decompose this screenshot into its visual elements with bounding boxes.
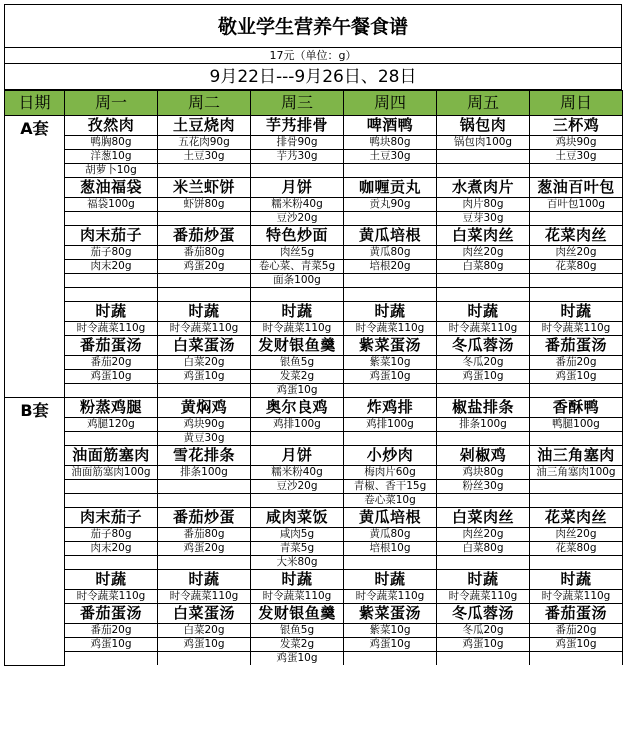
menu-cell <box>65 398 158 446</box>
menu-cell <box>530 336 623 398</box>
menu-cell <box>530 570 623 604</box>
dish-name: 椒盐排条 <box>451 398 514 416</box>
ingredient-line: 土豆30g <box>530 149 622 163</box>
dish-name: 时蔬 <box>560 570 592 588</box>
ingredient-line <box>344 273 436 287</box>
ingredient-line: 青菜5g <box>251 541 343 555</box>
dish-name: 黄瓜培根 <box>358 508 421 526</box>
ingredient-line: 黄豆30g <box>158 431 250 445</box>
ingredient-line <box>437 555 529 569</box>
ingredient-line: 肉丝20g <box>530 527 622 541</box>
ingredient-line: 鸡蛋10g <box>344 369 436 383</box>
ingredient-line: 时令蔬菜110g <box>251 589 343 603</box>
dish-name: 油三角塞肉 <box>537 446 615 464</box>
ingredient-line <box>251 431 343 445</box>
ingredient-line: 花菜80g <box>530 541 622 555</box>
ingredient-line <box>437 163 529 177</box>
ingredient-line: 大米80g <box>251 555 343 569</box>
menu-cell <box>530 398 623 446</box>
menu-cell <box>344 226 437 302</box>
dish-name: 黄焖鸡 <box>180 398 228 416</box>
dish-name: 月饼 <box>281 446 313 464</box>
ingredient-line: 卷心菜、青菜5g <box>251 259 343 273</box>
ingredient-line: 番茄20g <box>65 623 157 637</box>
set-label: A套 <box>5 116 65 398</box>
ingredient-line: 鸡块90g <box>158 417 250 431</box>
ingredient-line: 培根10g <box>344 541 436 555</box>
menu-cell <box>251 302 344 336</box>
dish-name: 紫菜蛋汤 <box>358 336 421 354</box>
ingredient-line: 鸡蛋10g <box>530 637 622 651</box>
menu-cell <box>65 116 158 178</box>
dish-name: 时蔬 <box>560 302 592 320</box>
dish-name: 时蔬 <box>374 302 406 320</box>
ingredient-line: 鸡蛋20g <box>158 541 250 555</box>
ingredient-line: 番茄20g <box>530 355 622 369</box>
dish-name: 番茄蛋汤 <box>79 336 142 354</box>
menu-cell <box>437 116 530 178</box>
ingredient-line <box>158 383 250 397</box>
menu-cell <box>158 116 251 178</box>
ingredient-line <box>437 651 529 665</box>
dish-name: 咸肉菜饭 <box>265 508 328 526</box>
ingredient-line <box>65 287 157 301</box>
ingredient-line: 洋葱10g <box>65 149 157 163</box>
menu-cell <box>437 178 530 226</box>
dish-name: 冬瓜蓉汤 <box>451 336 514 354</box>
menu-cell <box>530 604 623 666</box>
ingredient-line: 冬瓜20g <box>437 623 529 637</box>
ingredient-line <box>65 383 157 397</box>
menu-body <box>5 116 623 666</box>
menu-cell <box>251 116 344 178</box>
menu-cell <box>344 302 437 336</box>
menu-cell <box>65 604 158 666</box>
ingredient-line <box>158 555 250 569</box>
menu-cell <box>65 336 158 398</box>
ingredient-line: 鸡蛋10g <box>344 637 436 651</box>
menu-cell <box>158 446 251 508</box>
dish-name: 雪花排条 <box>172 446 235 464</box>
menu-sheet <box>4 4 622 666</box>
ingredient-line <box>251 287 343 301</box>
dish-name: 啤酒鸭 <box>366 116 414 134</box>
ingredient-line: 番茄20g <box>530 623 622 637</box>
menu-cell <box>251 226 344 302</box>
menu-row <box>5 226 623 302</box>
day-header: 周日 <box>530 91 623 116</box>
ingredient-line: 紫菜10g <box>344 623 436 637</box>
menu-row <box>5 446 623 508</box>
ingredient-line <box>158 493 250 507</box>
ingredient-line: 面条100g <box>251 273 343 287</box>
ingredient-line <box>251 163 343 177</box>
ingredient-line: 肉丝20g <box>437 245 529 259</box>
page-title: 敬业学生营养午餐食谱 <box>4 4 622 48</box>
unit-note: 17元（单位：g） <box>4 48 622 64</box>
ingredient-line: 白菜80g <box>437 541 529 555</box>
ingredient-line: 鸡蛋10g <box>65 369 157 383</box>
menu-row <box>5 178 623 226</box>
ingredient-line <box>530 479 622 493</box>
dish-name: 三杯鸡 <box>552 116 600 134</box>
menu-cell <box>251 604 344 666</box>
day-header: 周一 <box>65 91 158 116</box>
ingredient-line: 时令蔬菜110g <box>530 589 622 603</box>
ingredient-line <box>158 211 250 225</box>
ingredient-line: 白菜20g <box>158 623 250 637</box>
dish-name: 白菜蛋汤 <box>172 604 235 622</box>
menu-cell <box>158 302 251 336</box>
ingredient-line: 排骨90g <box>251 135 343 149</box>
ingredient-line <box>530 273 622 287</box>
menu-cell <box>437 570 530 604</box>
ingredient-line <box>344 431 436 445</box>
menu-cell <box>437 446 530 508</box>
ingredient-line: 青椒、香干15g <box>344 479 436 493</box>
ingredient-line: 时令蔬菜110g <box>437 321 529 335</box>
ingredient-line: 鸭腿100g <box>530 417 622 431</box>
dish-name: 特色炒面 <box>265 226 328 244</box>
ingredient-line <box>344 651 436 665</box>
dish-name: 锅包肉 <box>459 116 507 134</box>
menu-cell <box>251 336 344 398</box>
ingredient-line <box>158 273 250 287</box>
dish-name: 月饼 <box>281 178 313 196</box>
menu-row <box>5 508 623 570</box>
ingredient-line: 鸡蛋10g <box>251 651 343 665</box>
dish-name: 黄瓜培根 <box>358 226 421 244</box>
ingredient-line: 肉末20g <box>65 541 157 555</box>
ingredient-line: 培根20g <box>344 259 436 273</box>
dish-name: 水煮肉片 <box>451 178 514 196</box>
menu-cell <box>437 226 530 302</box>
dish-name: 时蔬 <box>374 570 406 588</box>
ingredient-line: 鸡蛋20g <box>158 259 250 273</box>
menu-row <box>5 302 623 336</box>
ingredient-line <box>65 273 157 287</box>
ingredient-line: 咸肉5g <box>251 527 343 541</box>
ingredient-line: 粉丝30g <box>437 479 529 493</box>
ingredient-line: 肉丝20g <box>437 527 529 541</box>
menu-cell <box>65 570 158 604</box>
ingredient-line: 油面筋塞肉100g <box>65 465 157 479</box>
ingredient-line: 贡丸90g <box>344 197 436 211</box>
ingredient-line <box>65 493 157 507</box>
menu-row <box>5 398 623 446</box>
ingredient-line: 鸡蛋10g <box>251 383 343 397</box>
menu-cell <box>437 302 530 336</box>
dish-name: 番茄炒蛋 <box>172 508 235 526</box>
ingredient-line: 鸡排100g <box>344 417 436 431</box>
dish-name: 时蔬 <box>467 302 499 320</box>
menu-row <box>5 116 623 178</box>
menu-cell <box>530 178 623 226</box>
dish-name: 香酥鸭 <box>552 398 600 416</box>
ingredient-line: 肉丝5g <box>251 245 343 259</box>
ingredient-line: 鸡蛋10g <box>530 369 622 383</box>
ingredient-line: 时令蔬菜110g <box>158 589 250 603</box>
ingredient-line: 番茄80g <box>158 527 250 541</box>
ingredient-line <box>158 163 250 177</box>
dish-name: 发财银鱼羹 <box>258 336 336 354</box>
ingredient-line: 鸡蛋10g <box>158 637 250 651</box>
ingredient-line <box>65 555 157 569</box>
ingredient-line <box>65 431 157 445</box>
ingredient-line: 排条100g <box>158 465 250 479</box>
ingredient-line: 发菜2g <box>251 637 343 651</box>
dish-name: 米兰虾饼 <box>172 178 235 196</box>
ingredient-line: 五花肉90g <box>158 135 250 149</box>
ingredient-line: 豆芽30g <box>437 211 529 225</box>
ingredient-line: 土豆30g <box>158 149 250 163</box>
ingredient-line <box>158 651 250 665</box>
ingredient-line: 黄瓜80g <box>344 527 436 541</box>
ingredient-line <box>530 555 622 569</box>
ingredient-line: 时令蔬菜110g <box>530 321 622 335</box>
ingredient-line: 白菜20g <box>158 355 250 369</box>
ingredient-line: 排条100g <box>437 417 529 431</box>
ingredient-line: 银鱼5g <box>251 355 343 369</box>
dish-name: 白菜蛋汤 <box>172 336 235 354</box>
ingredient-line: 冬瓜20g <box>437 355 529 369</box>
menu-cell <box>251 508 344 570</box>
ingredient-line: 鸡蛋10g <box>437 637 529 651</box>
menu-cell <box>530 508 623 570</box>
menu-cell <box>437 604 530 666</box>
ingredient-line <box>530 211 622 225</box>
ingredient-line <box>530 431 622 445</box>
ingredient-line: 银鱼5g <box>251 623 343 637</box>
ingredient-line: 锅包肉100g <box>437 135 529 149</box>
dish-name: 小炒肉 <box>366 446 414 464</box>
dish-name: 紫菜蛋汤 <box>358 604 421 622</box>
dish-name: 时蔬 <box>467 570 499 588</box>
ingredient-line <box>65 479 157 493</box>
ingredient-line: 胡萝卜10g <box>65 163 157 177</box>
dish-name: 花菜肉丝 <box>544 508 607 526</box>
menu-row <box>5 570 623 604</box>
ingredient-line: 福袋100g <box>65 197 157 211</box>
ingredient-line: 百叶包100g <box>530 197 622 211</box>
menu-cell <box>158 398 251 446</box>
ingredient-line: 鸡块90g <box>530 135 622 149</box>
ingredient-line <box>530 383 622 397</box>
dish-name: 花菜肉丝 <box>544 226 607 244</box>
ingredient-line: 番茄20g <box>65 355 157 369</box>
dish-name: 炸鸡排 <box>366 398 414 416</box>
ingredient-line <box>530 163 622 177</box>
ingredient-line: 芋艿30g <box>251 149 343 163</box>
dish-name: 时蔬 <box>281 570 313 588</box>
ingredient-line <box>344 211 436 225</box>
dish-name: 奥尔良鸡 <box>265 398 328 416</box>
dish-name: 葱油福袋 <box>79 178 142 196</box>
ingredient-line <box>251 493 343 507</box>
day-header: 周五 <box>437 91 530 116</box>
menu-cell <box>158 178 251 226</box>
dish-name: 时蔬 <box>188 302 220 320</box>
menu-cell <box>344 398 437 446</box>
ingredient-line <box>437 273 529 287</box>
ingredient-line: 鸡排100g <box>251 417 343 431</box>
menu-cell <box>530 226 623 302</box>
ingredient-line: 时令蔬菜110g <box>344 589 436 603</box>
dish-name: 粉蒸鸡腿 <box>79 398 142 416</box>
ingredient-line: 白菜80g <box>437 259 529 273</box>
dish-name: 土豆烧肉 <box>172 116 235 134</box>
menu-cell <box>251 398 344 446</box>
ingredient-line: 虾饼80g <box>158 197 250 211</box>
menu-cell <box>344 116 437 178</box>
menu-cell <box>437 508 530 570</box>
ingredient-line: 花菜80g <box>530 259 622 273</box>
menu-cell <box>251 446 344 508</box>
ingredient-line <box>65 651 157 665</box>
day-header: 周三 <box>251 91 344 116</box>
menu-cell <box>65 446 158 508</box>
menu-cell <box>158 604 251 666</box>
dish-name: 冬瓜蓉汤 <box>451 604 514 622</box>
dish-name: 番茄蛋汤 <box>544 336 607 354</box>
dish-name: 时蔬 <box>95 570 127 588</box>
menu-cell <box>530 302 623 336</box>
ingredient-line: 肉末20g <box>65 259 157 273</box>
ingredient-line <box>437 431 529 445</box>
menu-cell <box>344 604 437 666</box>
menu-cell <box>65 226 158 302</box>
dish-name: 番茄炒蛋 <box>172 226 235 244</box>
ingredient-line <box>437 287 529 301</box>
header-row <box>5 91 623 116</box>
ingredient-line: 糯米粉40g <box>251 465 343 479</box>
ingredient-line <box>530 493 622 507</box>
ingredient-line: 鸡块80g <box>437 465 529 479</box>
ingredient-line: 番茄80g <box>158 245 250 259</box>
ingredient-line: 时令蔬菜110g <box>437 589 529 603</box>
day-header: 周四 <box>344 91 437 116</box>
ingredient-line <box>344 383 436 397</box>
dish-name: 时蔬 <box>95 302 127 320</box>
ingredient-line <box>158 479 250 493</box>
ingredient-line: 鸡蛋10g <box>437 369 529 383</box>
ingredient-line <box>65 211 157 225</box>
ingredient-line <box>530 287 622 301</box>
dish-name: 时蔬 <box>281 302 313 320</box>
menu-cell <box>65 178 158 226</box>
menu-cell <box>158 570 251 604</box>
menu-cell <box>437 398 530 446</box>
ingredient-line: 卷心菜10g <box>344 493 436 507</box>
ingredient-line: 豆沙20g <box>251 211 343 225</box>
dish-name: 番茄蛋汤 <box>544 604 607 622</box>
dish-name: 咖喱贡丸 <box>358 178 421 196</box>
dish-name: 肉末茄子 <box>79 226 142 244</box>
ingredient-line: 鸭块80g <box>344 135 436 149</box>
ingredient-line: 肉丝20g <box>530 245 622 259</box>
ingredient-line: 时令蔬菜110g <box>251 321 343 335</box>
ingredient-line: 时令蔬菜110g <box>65 321 157 335</box>
menu-cell <box>251 570 344 604</box>
menu-cell <box>65 508 158 570</box>
ingredient-line: 鸡蛋10g <box>65 637 157 651</box>
dish-name: 剁椒鸡 <box>459 446 507 464</box>
menu-cell <box>158 508 251 570</box>
ingredient-line <box>344 287 436 301</box>
ingredient-line: 紫菜10g <box>344 355 436 369</box>
date-header: 日期 <box>5 91 65 116</box>
menu-table <box>4 90 623 666</box>
ingredient-line <box>530 651 622 665</box>
menu-cell <box>158 226 251 302</box>
date-range: 9月22日---9月26日、28日 <box>4 64 622 90</box>
ingredient-line: 时令蔬菜110g <box>65 589 157 603</box>
menu-cell <box>344 178 437 226</box>
dish-name: 肉末茄子 <box>79 508 142 526</box>
ingredient-line: 油三角塞肉100g <box>530 465 622 479</box>
ingredient-line: 黄瓜80g <box>344 245 436 259</box>
dish-name: 番茄蛋汤 <box>79 604 142 622</box>
dish-name: 孜然肉 <box>87 116 135 134</box>
dish-name: 葱油百叶包 <box>537 178 615 196</box>
menu-cell <box>251 178 344 226</box>
dish-name: 时蔬 <box>188 570 220 588</box>
ingredient-line <box>158 287 250 301</box>
menu-cell <box>530 116 623 178</box>
ingredient-line: 鸡腿120g <box>65 417 157 431</box>
menu-cell <box>344 508 437 570</box>
ingredient-line: 土豆30g <box>344 149 436 163</box>
day-header: 周二 <box>158 91 251 116</box>
set-label: B套 <box>5 398 65 666</box>
menu-cell <box>158 336 251 398</box>
ingredient-line: 茄子80g <box>65 527 157 541</box>
ingredient-line <box>437 383 529 397</box>
ingredient-line: 鸭胸80g <box>65 135 157 149</box>
ingredient-line: 鸡蛋10g <box>158 369 250 383</box>
ingredient-line <box>437 149 529 163</box>
ingredient-line <box>344 555 436 569</box>
dish-name: 发财银鱼羹 <box>258 604 336 622</box>
ingredient-line <box>437 493 529 507</box>
menu-row <box>5 336 623 398</box>
ingredient-line: 茄子80g <box>65 245 157 259</box>
dish-name: 白菜肉丝 <box>451 508 514 526</box>
ingredient-line: 时令蔬菜110g <box>344 321 436 335</box>
dish-name: 白菜肉丝 <box>451 226 514 244</box>
ingredient-line: 梅肉片60g <box>344 465 436 479</box>
dish-name: 芋艿排骨 <box>265 116 328 134</box>
menu-cell <box>65 302 158 336</box>
ingredient-line: 肉片80g <box>437 197 529 211</box>
ingredient-line: 糯米粉40g <box>251 197 343 211</box>
menu-row <box>5 604 623 666</box>
ingredient-line: 时令蔬菜110g <box>158 321 250 335</box>
ingredient-line: 发菜2g <box>251 369 343 383</box>
menu-cell <box>344 446 437 508</box>
menu-cell <box>344 570 437 604</box>
menu-cell <box>344 336 437 398</box>
ingredient-line: 豆沙20g <box>251 479 343 493</box>
menu-cell <box>530 446 623 508</box>
menu-cell <box>437 336 530 398</box>
ingredient-line <box>344 163 436 177</box>
dish-name: 油面筋塞肉 <box>72 446 150 464</box>
